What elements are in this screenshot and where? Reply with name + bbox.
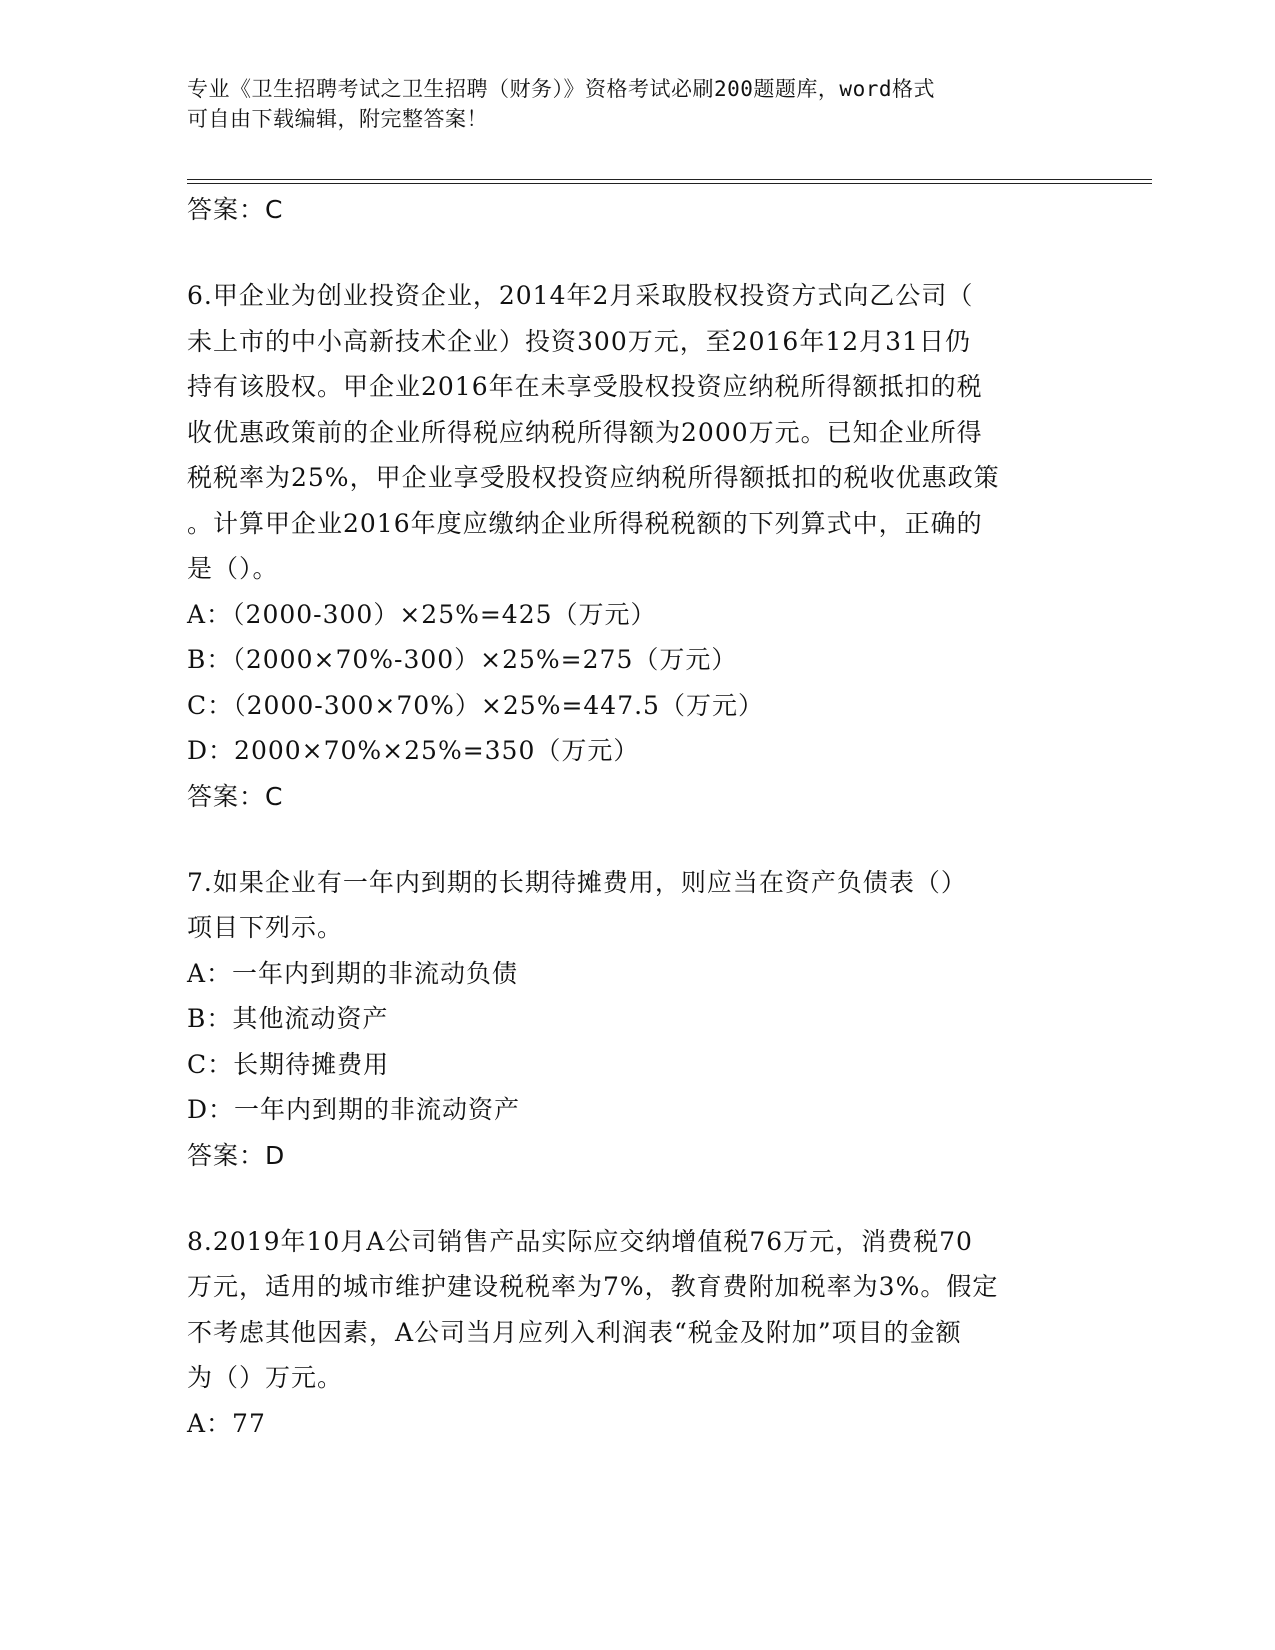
question-8 <box>187 1219 1087 1447</box>
question-7 <box>187 860 1087 1179</box>
option-d: D：一年内到期的非流动资产 <box>187 1095 521 1124</box>
question-stem-line: 万元，适用的城市维护建设税税率为7%，教育费附加税率为3%。假定 <box>187 1272 999 1301</box>
question-stem-line: 收优惠政策前的企业所得税应纳税所得额为2000万元。已知企业所得 <box>187 417 983 447</box>
question-stem-line: 为（）万元。 <box>187 1363 344 1392</box>
question-stem-line: 不考虑其他因素，A公司当月应列入利润表“税金及附加”项目的金额 <box>187 1317 962 1347</box>
document-body <box>187 187 1087 1446</box>
answer-label: 答案：C <box>187 195 284 224</box>
question-stem-line: 是（）。 <box>187 554 279 583</box>
question-stem-line: 未上市的中小高新技术企业）投资300万元，至2016年12月31日仍 <box>187 326 971 356</box>
question-stem-line: 8.2019年10月A公司销售产品实际应交纳增值税76万元，消费税70 <box>187 1226 973 1256</box>
question-stem-line: 项目下列示。 <box>187 913 344 942</box>
question-stem-line: 。计算甲企业2016年度应缴纳企业所得税税额的下列算式中，正确的 <box>187 508 983 538</box>
answer-label: 答案：D <box>187 1140 286 1170</box>
option-a: A：77 <box>187 1408 266 1438</box>
option-b: B：其他流动资产 <box>187 1004 389 1033</box>
document-header <box>187 74 1087 134</box>
question-stem-line: 持有该股权。甲企业2016年在未享受股权投资应纳税所得额抵扣的税 <box>187 372 983 401</box>
option-c: C：长期待摊费用 <box>187 1049 390 1079</box>
option-a: A：（2000-300）×25%=425（万元） <box>187 599 657 629</box>
answer-label: 答案：C <box>187 781 284 811</box>
question-6 <box>187 273 1087 820</box>
question-stem-line: 6.甲企业为创业投资企业，2014年2月采取股权投资方式向乙公司（ <box>187 281 974 310</box>
question-stem-line: 税税率为25%，甲企业享受股权投资应纳税所得额抵扣的税收优惠政策 <box>187 463 1000 492</box>
question-stem-line: 7.如果企业有一年内到期的长期待摊费用，则应当在资产负债表（） <box>187 867 967 897</box>
option-a: A：一年内到期的非流动负债 <box>187 958 519 988</box>
option-d: D：2000×70%×25%=350（万元） <box>187 736 640 765</box>
header-line-2: 可自由下载编辑，附完整答案！ <box>187 107 488 131</box>
header-line-1: 专业《卫生招聘考试之卫生招聘（财务）》资格考试必刷200题题库，word格式 <box>187 77 935 101</box>
header-divider-bottom <box>187 183 1152 184</box>
option-b: B：（2000×70%-300）×25%=275（万元） <box>187 645 738 674</box>
header-divider-top <box>187 179 1152 180</box>
option-c: C：（2000-300×70%）×25%=447.5（万元） <box>187 690 764 720</box>
